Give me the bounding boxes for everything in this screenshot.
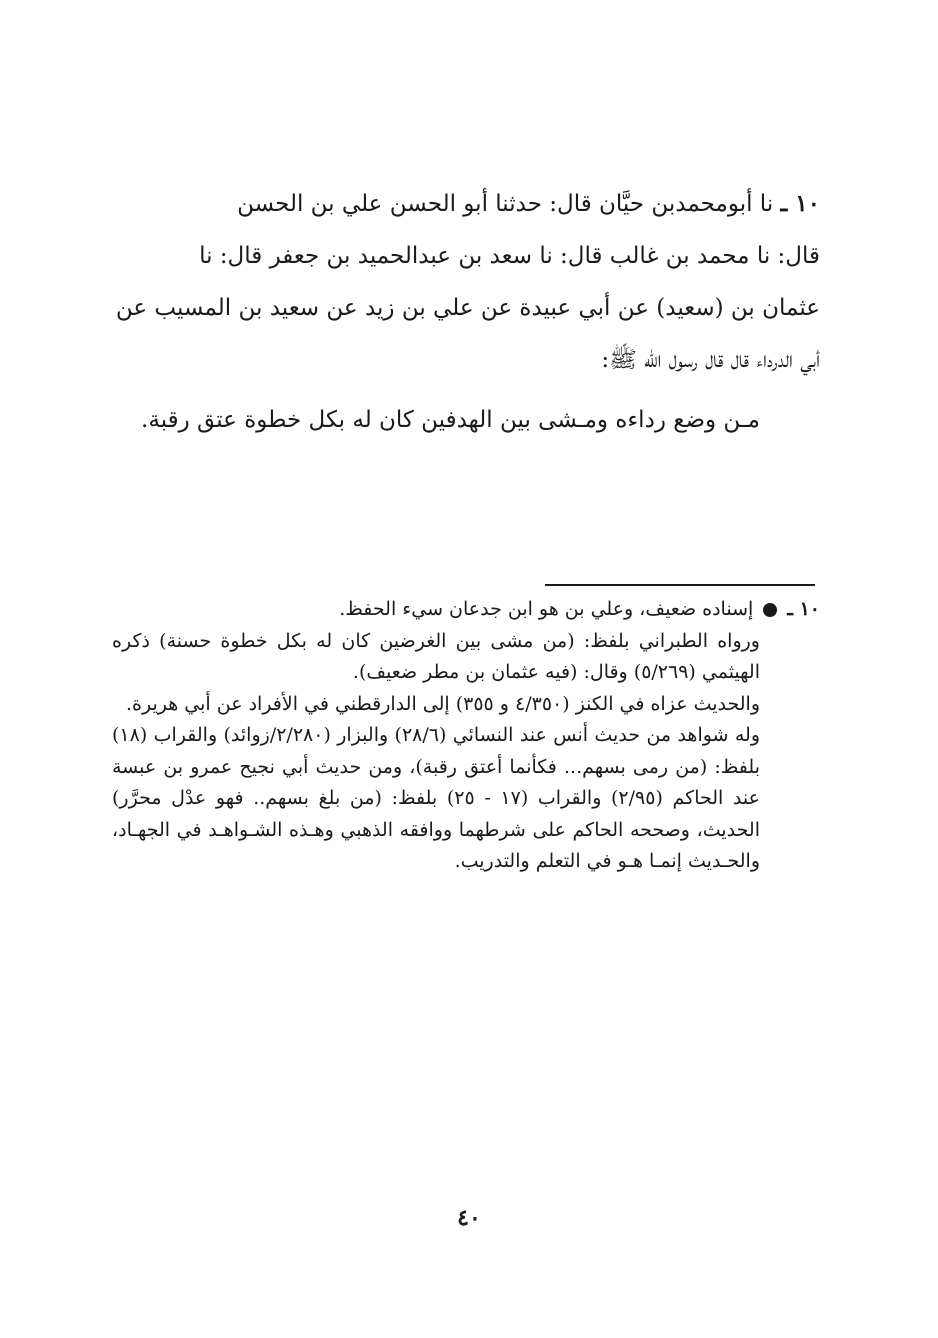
hadith-matn: مـن وضع رداءه ومـشى بين الهدفين كان له بكل خطوة عتق رقبة. <box>141 407 760 433</box>
isnad-line-4: أبي الدرداء قال قال رسول الله ﷺ: <box>601 347 820 373</box>
footnote-first-line: ١٠ ـ إسناده ضعيف، وعلي بن هو ابن جدعان سيء الحفظ. <box>339 598 820 620</box>
hadith-number: ١٠ ـ <box>780 190 820 217</box>
footnote-paragraph-2: والحديث عزاه في الكنز (٤/٣٥٠ و ٣٥٥) إلى الدارقطني في الأفراد عن أبي هريرة. <box>125 692 760 715</box>
hadith-text <box>112 178 820 446</box>
isnad-line-3: عثمان بن (سعيد) عن أبي عبيدة عن علي بن زيد عن سعيد بن المسيب عن <box>115 295 820 321</box>
footnote-paragraph-1: ورواه الطبراني بلفظ: (من مشى بين الغرضين كان له بكل خطوة حسنة) ذكره الهيثمي (٥/٢٦٩) وقال: (فيه عثمان بن مطر ضعيف). <box>112 629 760 683</box>
isnad-line-1: ١٠ ـ نا أبومحمدبن حيَّان قال: حدثنا أبو الحسن علي بن الحسن <box>237 190 820 217</box>
footnotes <box>112 594 820 878</box>
footnote-separator <box>545 584 815 586</box>
bullet-icon <box>763 603 777 617</box>
isnad-line-2: قال: نا محمد بن غالب قال: نا سعد بن عبدالحميد بن جعفر قال: نا <box>199 243 820 269</box>
page-number: ٤٠ <box>457 1205 481 1231</box>
footnote-number: ١٠ ـ <box>787 598 820 620</box>
footnote-paragraph-3: وله شواهد من حديث أنس عند النسائي (٢٨/٦) والبزار (٢/٢٨٠/زوائد) والقراب (١٨) بلفظ: (من رمى بسهم... فكأنما أعتق رقبة)، ومن حديث أبي نجيح عمرو بن عبسة عند الحاكم (٢/٩٥) والقراب (١٧ - ٢٥) بلفظ: (من بلغ بسهم.. فهو عدْل محرَّر) الحديث، وصححه الحاكم على شرطهما ووافقه الذهبي وهـذه الشـواهـد في الجهـاد، والحـديث إنمـا هـو في التعلم والتدريب. <box>112 724 760 872</box>
